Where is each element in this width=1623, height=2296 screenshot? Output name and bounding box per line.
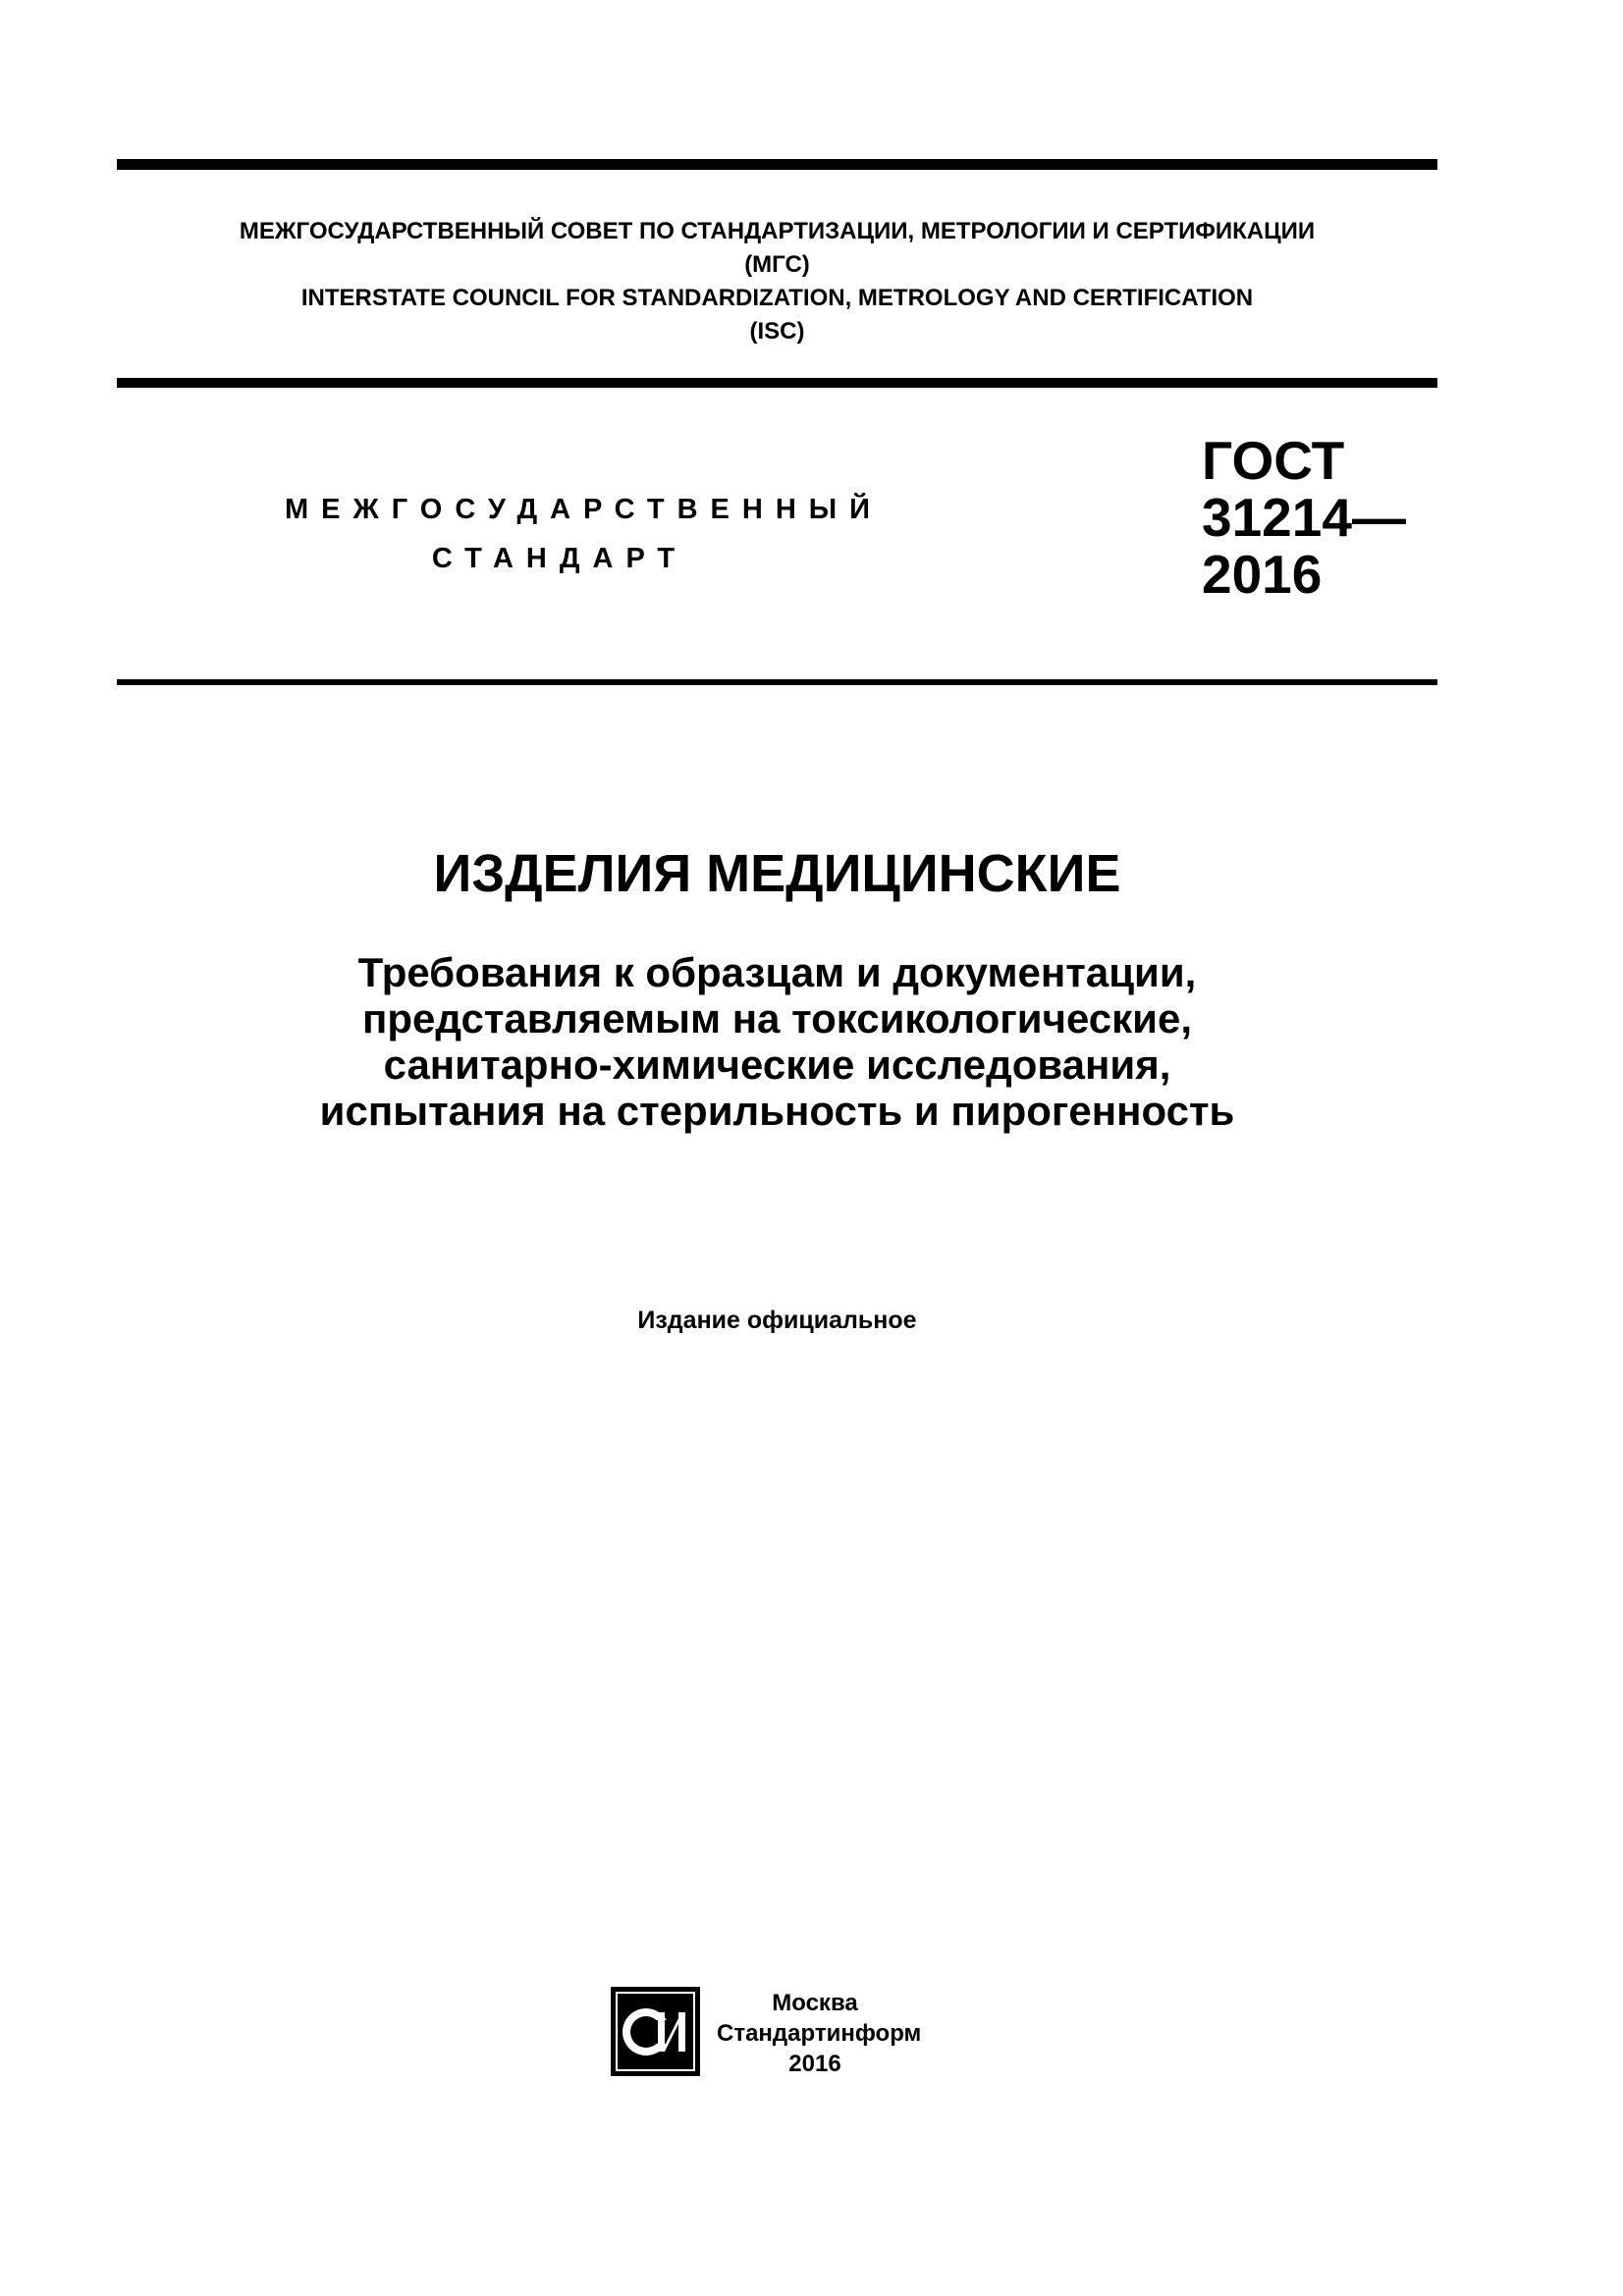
council-header [117,215,1437,348]
subtitle-line: санитарно-химические исследования, [383,1041,1171,1088]
subtitle-line: испытания на стерильность и пирогенность [319,1088,1235,1134]
gost-label: ГОСТ [1202,430,1345,491]
council-abbr-en: (ISC) [749,318,805,345]
subtitle-line: представляемым на токсикологические, [361,995,1192,1041]
council-name-en: INTERSTATE COUNCIL FOR STANDARDIZATION, METROLOGY AND CERTIFICATION [300,285,1254,311]
middle-rule [117,378,1437,388]
council-name-ru: МЕЖГОСУДАРСТВЕННЫЙ СОВЕТ ПО СТАНДАРТИЗАЦИИ, МЕТРОЛОГИИ И СЕРТИФИКАЦИИ [239,218,1316,244]
standard-kind-line1: МЕЖГОСУДАРСТВЕННЫЙ [285,494,884,525]
publisher-year: 2016 [788,2051,841,2077]
document-subtitle [117,949,1437,1134]
gost-designation [1202,432,1406,603]
lower-rule [117,679,1437,685]
publisher-imprint [717,1988,922,2079]
gost-number: 31214— [1202,487,1406,548]
standard-kind-line2: СТАНДАРТ [431,543,688,574]
edition-note: Издание официальное [637,1307,917,1334]
gost-year: 2016 [1202,544,1323,605]
publisher-name: Стандартинформ [717,2020,922,2047]
council-abbr-ru: (МГС) [744,251,810,278]
standartinform-logo-icon [609,1985,702,2078]
subtitle-line: Требования к образцам и документации, [357,949,1197,995]
top-rule [117,159,1437,170]
document-title: ИЗДЕЛИЯ МЕДИЦИНСКИЕ [433,844,1121,903]
standard-kind [285,485,884,583]
publisher-city: Москва [772,1990,858,2016]
